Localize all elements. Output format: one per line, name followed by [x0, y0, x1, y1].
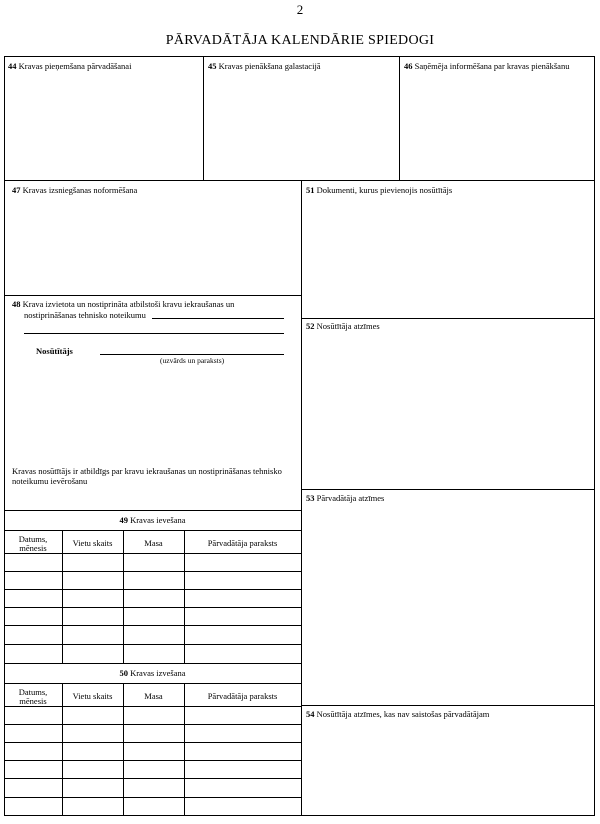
sender-label: Nosūtītājs: [36, 346, 73, 356]
table-49-row-line: [4, 553, 301, 554]
table-49-header-signature: Pārvadātāja paraksts: [207, 538, 278, 548]
table-49-header-places: Vietu skaits: [72, 538, 113, 548]
col-divider-44-45: [203, 56, 204, 180]
box-47-label: 47 Kravas izsniegšanas noformēšana: [12, 185, 138, 195]
table-49-bottom: [4, 663, 301, 664]
responsibility-note: Kravas nosūtītājs ir atbildīgs par kravu iekraušanas un nostiprināšanas tehnisko noteikumu ievērošanu: [12, 466, 282, 486]
table-50-header-mass: Masa: [144, 691, 163, 701]
table-49-header-top: [4, 530, 301, 531]
box-51-label: 51 Dokumenti, kurus pievienojis nosūtītājs: [306, 185, 453, 195]
row-divider-53-54: [301, 705, 595, 706]
table-49-row-line: [4, 644, 301, 645]
box-50-heading: 50 Kravas izvešana: [119, 668, 186, 678]
table-50-row-line: [4, 706, 301, 707]
box-52-label: 52 Nosūtītāja atzīmes: [306, 321, 380, 331]
box-48-fill-line-1: [152, 318, 284, 319]
box-53-label: 53 Pārvadātāja atzīmes: [306, 493, 385, 503]
table-49-header-date: Datums, mēnesis: [18, 534, 48, 553]
row-divider-52-53: [301, 489, 595, 490]
table-50-row-line: [4, 724, 301, 725]
row-divider-51-52: [301, 318, 595, 319]
row-divider-47-48: [4, 295, 301, 296]
table-49-row-line: [4, 571, 301, 572]
page-title: PĀRVADĀTĀJA KALENDĀRIE SPIEDOGI: [165, 33, 435, 48]
row-divider-1: [4, 180, 595, 181]
col-divider-main: [301, 180, 302, 816]
page-number: 2: [296, 2, 304, 17]
box-44-label: 44 Kravas pieņemšana pārvadāšanai: [8, 61, 132, 71]
box-54-label: 54 Nosūtītāja atzīmes, kas nav saistošas pārvadātājam: [306, 709, 490, 719]
table-50-header-signature: Pārvadātāja paraksts: [207, 691, 278, 701]
table-50-header-date: Datums, mēnesis: [18, 687, 48, 706]
table-50-header-places: Vietu skaits: [72, 691, 113, 701]
form-frame: [4, 56, 595, 816]
col-divider-45-46: [399, 56, 400, 180]
table-49-row-line: [4, 625, 301, 626]
table-50-row-line: [4, 778, 301, 779]
sender-signature-line: [100, 354, 284, 355]
table-49-row-line: [4, 589, 301, 590]
row-divider-48-49: [4, 510, 301, 511]
table-49-header-mass: Masa: [144, 538, 163, 548]
table-50-row-line: [4, 742, 301, 743]
table-50-row-line: [4, 797, 301, 798]
box-46-label: 46 Saņēmēja informēšana par kravas pienākšanu: [404, 61, 570, 71]
box-45-label: 45 Kravas pienākšana galastacijā: [208, 61, 321, 71]
signature-caption: (uzvārds un paraksts): [160, 356, 225, 365]
table-49-row-line: [4, 607, 301, 608]
box-48-line1: 48 Krava izvietota un nostiprināta atbilstoši kravu iekraušanas un: [12, 299, 235, 309]
table-50-row-line: [4, 760, 301, 761]
box-48-line2: nostiprināšanas tehnisko noteikumu: [24, 310, 146, 320]
box-48-fill-line-2: [24, 333, 284, 334]
table-50-header-top: [4, 683, 301, 684]
box-49-heading: 49 Kravas ievešana: [119, 515, 186, 525]
